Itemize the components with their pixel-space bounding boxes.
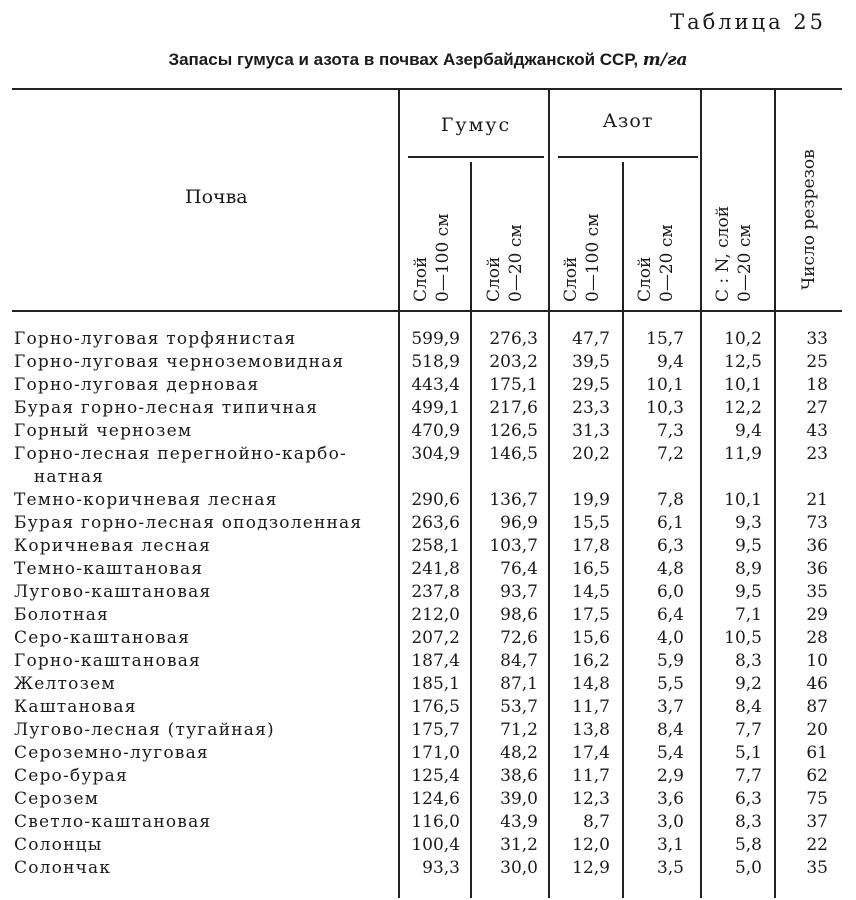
nitrogen-20-cell: 9,4	[656, 352, 684, 372]
soil-name-cell: Горно-луговая черноземовидная	[14, 352, 345, 372]
table-row	[0, 742, 856, 765]
cut-count-cell: 20	[806, 720, 828, 740]
humus-20-cell: 126,5	[489, 421, 538, 441]
humus-100-cell: 290,6	[411, 490, 460, 510]
cut-count-cell: 25	[806, 352, 828, 372]
nitrogen-20-cell: 6,1	[656, 513, 684, 533]
nitrogen-20-cell: 3,6	[656, 789, 684, 809]
cn-ratio-cell: 9,5	[734, 536, 762, 556]
cut-count-cell: 21	[806, 490, 828, 510]
soil-name-cell: Горный чернозем	[14, 421, 193, 441]
humus-20-cell: 93,7	[500, 582, 538, 602]
humus-100-cell: 443,4	[411, 375, 460, 395]
humus-100-header: Слой 0—100 см	[411, 213, 453, 302]
humus-100-cell: 599,9	[411, 329, 460, 349]
humus-20-cell: 48,2	[500, 743, 538, 763]
nitrogen-100-cell: 13,8	[572, 720, 610, 740]
cn-ratio-cell: 10,5	[724, 628, 762, 648]
humus-100-cell: 124,6	[411, 789, 460, 809]
cut-count-cell: 18	[806, 375, 828, 395]
cn-ratio-cell: 7,7	[734, 766, 762, 786]
cn-ratio-cell: 5,0	[734, 858, 762, 878]
humus-100-cell: 212,0	[411, 605, 460, 625]
humus-20-cell: 71,2	[500, 720, 538, 740]
soil-name-cell: Серозем	[14, 789, 100, 809]
cut-count-cell: 87	[806, 697, 828, 717]
cut-count-cell: 29	[806, 605, 828, 625]
header-bottom-rule	[12, 310, 842, 312]
soil-column-header: Почва	[185, 186, 248, 208]
soil-name-cell: Серо-каштановая	[14, 628, 191, 648]
nitrogen-100-cell: 16,5	[572, 559, 610, 579]
nitrogen-100-cell: 17,4	[572, 743, 610, 763]
table-row	[0, 604, 856, 627]
nitrogen-100-cell: 11,7	[572, 697, 610, 717]
humus-100-cell: 207,2	[411, 628, 460, 648]
soil-name-cell: Бурая горно-лесная типичная	[14, 398, 319, 418]
cn-ratio-cell: 8,4	[734, 697, 762, 717]
cn-ratio-cell: 9,3	[734, 513, 762, 533]
humus-20-cell: 96,9	[500, 513, 538, 533]
soil-name-cell: Солонцы	[14, 835, 103, 855]
humus-100-cell: 175,7	[411, 720, 460, 740]
cut-count-cell: 46	[806, 674, 828, 694]
nitrogen-100-cell: 14,8	[572, 674, 610, 694]
humus-100-cell: 237,8	[411, 582, 460, 602]
cut-count-cell: 28	[806, 628, 828, 648]
cn-ratio-cell: 8,9	[734, 559, 762, 579]
humus-100-cell: 116,0	[411, 812, 460, 832]
nitrogen-20-cell: 7,2	[656, 444, 684, 464]
humus-20-cell: 175,1	[489, 375, 538, 395]
soil-name-cell: Светло-каштановая	[14, 812, 212, 832]
soil-name-cell: Темно-каштановая	[14, 559, 204, 579]
cut-count-cell: 73	[806, 513, 828, 533]
cn-ratio-cell: 5,8	[734, 835, 762, 855]
table-row	[0, 719, 856, 742]
table-row	[0, 489, 856, 512]
table-row	[0, 351, 856, 374]
nitrogen-20-cell: 10,3	[646, 398, 684, 418]
nitrogen-20-cell: 6,4	[656, 605, 684, 625]
soil-name-cell: Лугово-лесная (тугайная)	[14, 720, 275, 740]
nitrogen-100-cell: 29,5	[572, 375, 610, 395]
table-row	[0, 535, 856, 558]
cn-ratio-cell: 7,7	[734, 720, 762, 740]
table-row	[0, 374, 856, 397]
cn-ratio-cell: 9,5	[734, 582, 762, 602]
cut-count-cell: 61	[806, 743, 828, 763]
humus-20-header: Слой 0—20 см	[484, 224, 526, 302]
table-row	[0, 397, 856, 420]
table-row	[0, 765, 856, 788]
nitrogen-20-cell: 15,7	[646, 329, 684, 349]
nitrogen-20-header: Слой 0—20 см	[635, 224, 677, 302]
caption-unit: т/га	[642, 50, 688, 70]
table-row	[0, 581, 856, 604]
humus-20-cell: 76,4	[500, 559, 538, 579]
cn-ratio-cell: 8,3	[734, 812, 762, 832]
soil-name-cell: Сероземно-луговая	[14, 743, 209, 763]
nitrogen-20-cell: 6,3	[656, 536, 684, 556]
humus-20-cell: 72,6	[500, 628, 538, 648]
nitrogen-20-cell: 3,1	[656, 835, 684, 855]
nitrogen-20-cell: 3,5	[656, 858, 684, 878]
humus-100-cell: 518,9	[411, 352, 460, 372]
humus-100-cell: 499,1	[411, 398, 460, 418]
nitrogen-100-cell: 11,7	[572, 766, 610, 786]
soil-name-cell: Желтозем	[14, 674, 116, 694]
nitrogen-100-cell: 17,5	[572, 605, 610, 625]
humus-100-cell: 241,8	[411, 559, 460, 579]
soil-name-cell: Темно-коричневая лесная	[14, 490, 278, 510]
nitrogen-20-cell: 5,4	[656, 743, 684, 763]
cn-ratio-cell: 10,2	[724, 329, 762, 349]
cut-count-cell: 27	[806, 398, 828, 418]
humus-100-cell: 258,1	[411, 536, 460, 556]
nitrogen-20-cell: 5,5	[656, 674, 684, 694]
humus-20-cell: 43,9	[500, 812, 538, 832]
humus-20-cell: 39,0	[500, 789, 538, 809]
nitrogen-100-cell: 12,3	[572, 789, 610, 809]
humus-20-cell: 203,2	[489, 352, 538, 372]
cut-count-cell: 36	[806, 536, 828, 556]
humus-100-cell: 187,4	[411, 651, 460, 671]
soil-name-cell: Каштановая	[14, 697, 137, 717]
nitrogen-20-cell: 4,8	[656, 559, 684, 579]
humus-100-cell: 263,6	[411, 513, 460, 533]
nitrogen-100-cell: 16,2	[572, 651, 610, 671]
humus-20-cell: 276,3	[489, 329, 538, 349]
nitrogen-group-rule	[558, 156, 698, 158]
nitrogen-100-cell: 23,3	[572, 398, 610, 418]
soil-name-cell: Серо-бурая	[14, 766, 128, 786]
cut-count-cell: 22	[806, 835, 828, 855]
cut-count-cell: 37	[806, 812, 828, 832]
soil-name-cell: Лугово-каштановая	[14, 582, 212, 602]
cn-ratio-cell: 9,2	[734, 674, 762, 694]
humus-100-cell: 171,0	[411, 743, 460, 763]
table-body	[0, 328, 856, 880]
cut-count-cell: 75	[806, 789, 828, 809]
cn-ratio-cell: 7,1	[734, 605, 762, 625]
table-row	[0, 443, 856, 489]
soil-name-cell: Горно-каштановая	[14, 651, 201, 671]
nitrogen-20-cell: 7,3	[656, 421, 684, 441]
nitrogen-20-cell: 7,8	[656, 490, 684, 510]
humus-20-cell: 38,6	[500, 766, 538, 786]
table-caption	[0, 50, 856, 70]
soil-name-cell: Бурая горно-лесная оподзоленная	[14, 513, 363, 533]
cut-count-cell: 43	[806, 421, 828, 441]
soil-name-cell: Солончак	[14, 858, 112, 878]
nitrogen-100-cell: 17,8	[572, 536, 610, 556]
humus-100-cell: 100,4	[411, 835, 460, 855]
cut-count-cell: 35	[806, 858, 828, 878]
humus-20-cell: 217,6	[489, 398, 538, 418]
nitrogen-20-cell: 8,4	[656, 720, 684, 740]
humus-20-cell: 98,6	[500, 605, 538, 625]
table-row	[0, 328, 856, 351]
humus-100-cell: 125,4	[411, 766, 460, 786]
cn-ratio-cell: 5,1	[734, 743, 762, 763]
nitrogen-100-cell: 19,9	[572, 490, 610, 510]
cut-count-header: Число резрезов	[799, 149, 819, 290]
nitrogen-20-cell: 2,9	[656, 766, 684, 786]
nitrogen-100-cell: 31,3	[572, 421, 610, 441]
cut-count-cell: 62	[806, 766, 828, 786]
nitrogen-100-cell: 39,5	[572, 352, 610, 372]
cn-ratio-cell: 10,1	[724, 490, 762, 510]
nitrogen-100-cell: 20,2	[572, 444, 610, 464]
humus-20-cell: 103,7	[489, 536, 538, 556]
humus-100-cell: 93,3	[422, 858, 460, 878]
humus-100-cell: 470,9	[411, 421, 460, 441]
table-row	[0, 512, 856, 535]
cn-ratio-cell: 10,1	[724, 375, 762, 395]
table-row	[0, 696, 856, 719]
nitrogen-100-cell: 12,9	[572, 858, 610, 878]
nitrogen-20-cell: 3,7	[656, 697, 684, 717]
header-top-rule	[12, 88, 842, 90]
humus-group-rule	[408, 156, 544, 158]
table-row	[0, 420, 856, 443]
humus-20-cell: 146,5	[489, 444, 538, 464]
nitrogen-100-header: Слой 0—100 см	[561, 213, 603, 302]
cut-count-cell: 33	[806, 329, 828, 349]
nitrogen-20-cell: 3,0	[656, 812, 684, 832]
table-row	[0, 650, 856, 673]
humus-20-cell: 84,7	[500, 651, 538, 671]
soil-name-cell: Коричневая лесная	[14, 536, 212, 556]
humus-20-cell: 87,1	[500, 674, 538, 694]
humus-20-cell: 30,0	[500, 858, 538, 878]
cn-ratio-header: C : N, слой 0—20 см	[713, 205, 755, 302]
nitrogen-20-cell: 5,9	[656, 651, 684, 671]
cut-count-cell: 10	[806, 651, 828, 671]
humus-20-cell: 53,7	[500, 697, 538, 717]
table-row	[0, 558, 856, 581]
soil-name-cell: Горно-луговая дерновая	[14, 375, 260, 395]
cn-ratio-cell: 11,9	[724, 444, 762, 464]
table-row	[0, 627, 856, 650]
caption-text: Запасы гумуса и азота в почвах Азербайджанской ССР,	[168, 50, 639, 69]
nitrogen-100-cell: 14,5	[572, 582, 610, 602]
nitrogen-100-cell: 12,0	[572, 835, 610, 855]
cut-count-cell: 35	[806, 582, 828, 602]
humus-100-cell: 304,9	[411, 444, 460, 464]
table-row	[0, 834, 856, 857]
cn-ratio-cell: 12,2	[724, 398, 762, 418]
cn-ratio-cell: 12,5	[724, 352, 762, 372]
cn-ratio-cell: 8,3	[734, 651, 762, 671]
soil-name-cell: Горно-лесная перегнойно-карбо- натная	[14, 444, 347, 487]
table-row	[0, 788, 856, 811]
soil-name-cell: Горно-луговая торфянистая	[14, 329, 297, 349]
nitrogen-100-cell: 8,7	[582, 812, 610, 832]
humus-20-cell: 136,7	[489, 490, 538, 510]
cn-ratio-cell: 9,4	[734, 421, 762, 441]
humus-20-cell: 31,2	[500, 835, 538, 855]
table-row	[0, 857, 856, 880]
humus-group-header: Гумус	[440, 114, 512, 136]
cut-count-cell: 23	[806, 444, 828, 464]
nitrogen-20-cell: 4,0	[656, 628, 684, 648]
humus-100-cell: 185,1	[411, 674, 460, 694]
table-row	[0, 673, 856, 696]
table-row	[0, 811, 856, 834]
cn-ratio-cell: 6,3	[734, 789, 762, 809]
nitrogen-group-header: Азот	[602, 110, 654, 132]
nitrogen-100-cell: 15,5	[572, 513, 610, 533]
nitrogen-100-cell: 15,6	[572, 628, 610, 648]
humus-100-cell: 176,5	[411, 697, 460, 717]
nitrogen-100-cell: 47,7	[572, 329, 610, 349]
soil-name-cell: Болотная	[14, 605, 109, 625]
cut-count-cell: 36	[806, 559, 828, 579]
nitrogen-20-cell: 10,1	[646, 375, 684, 395]
table-number: Таблица 25	[670, 10, 826, 34]
nitrogen-20-cell: 6,0	[656, 582, 684, 602]
